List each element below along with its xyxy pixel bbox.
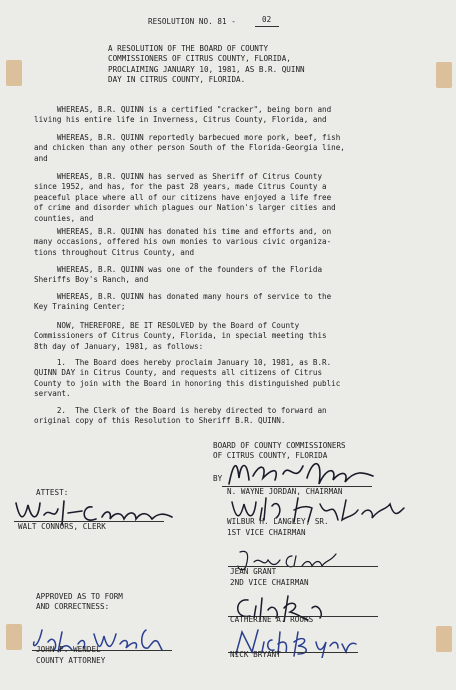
paragraph-whereas-service: WHEREAS, B.R. QUINN has donated many hours of service to the Key Training Center; bbox=[34, 292, 332, 312]
chairman-name: N. WAYNE JORDAN, CHAIRMAN bbox=[227, 487, 343, 496]
resolution-number: 02 bbox=[262, 15, 272, 24]
attorney-name: JOHN F. WENDEL bbox=[36, 645, 101, 654]
rooks-name: CATHERINE A. ROOKS bbox=[230, 615, 314, 624]
vice2-title: 2ND VICE CHAIRMAN bbox=[230, 578, 309, 587]
tape-mark-top-left bbox=[6, 60, 22, 86]
vice2-name: JEAN GRANT bbox=[230, 567, 277, 576]
resolution-number-underline bbox=[255, 26, 279, 27]
approved-as-to-form: APPROVED AS TO FORM AND CORRECTNESS: bbox=[36, 592, 123, 612]
paragraph-whereas-barbecue: WHEREAS, B.R. QUINN reportedly barbecued more pork, beef, fish and chicken than any other person South of the Florida-Georgia line, and bbox=[34, 133, 345, 163]
board-heading: BOARD OF COUNTY COMMISSIONERS OF CITRUS COUNTY, FLORIDA bbox=[213, 441, 346, 461]
tape-mark-bottom-right bbox=[436, 626, 452, 652]
vice1-name: WILBUR H. LANGLEY, SR. bbox=[227, 517, 329, 526]
bryant-name: NICK BRYANT bbox=[230, 650, 281, 659]
paragraph-whereas-donated-time: WHEREAS, B.R. QUINN has donated his time and efforts and, on many occasions, offered his own monies to various civic organiza- tions throughout Citrus County, and bbox=[34, 227, 332, 257]
vice1-title: 1ST VICE CHAIRMAN bbox=[227, 528, 306, 537]
chairman-signature bbox=[223, 454, 383, 488]
paragraph-resolved: NOW, THEREFORE, BE IT RESOLVED by the Board of County Commissioners of Citrus County, Florida, in special meeting this 8th day of January, 1981, as follows: bbox=[34, 321, 327, 351]
resolution-number-label: RESOLUTION NO. 81 - bbox=[148, 17, 236, 26]
paragraph-whereas-sheriff: WHEREAS, B.R. QUINN has served as Sheriff of Citrus County since 1952, and has, for the past 28 years, made Citrus County a peaceful place where all of our citizens have enjoyed a life free of crime and disorder which plagues our Nation's larger cities and counties, and bbox=[34, 172, 336, 223]
tape-mark-top-right bbox=[436, 62, 452, 88]
tape-mark-bottom-left bbox=[6, 624, 22, 650]
paragraph-whereas-founder: WHEREAS, B.R. QUINN was one of the founders of the Florida Sheriffs Boy's Ranch, and bbox=[34, 265, 323, 285]
paragraph-whereas-cracker: WHEREAS, B.R. QUINN is a certified "cracker", being born and living his entire life in Inverness, Citrus County, Florida, and bbox=[34, 105, 332, 125]
paragraph-item-2: 2. The Clerk of the Board is hereby directed to forward an original copy of this Resolution to Sheriff B.R. QUINN. bbox=[34, 406, 327, 426]
attorney-title: COUNTY ATTORNEY bbox=[36, 656, 106, 665]
by-label: BY bbox=[213, 474, 223, 483]
paragraph-item-1: 1. The Board does hereby proclaim January 10, 1981, as B.R. QUINN DAY in Citrus County, and requests all citizens of Citrus County to join with the Board in honoring this distinguished public servant. bbox=[34, 358, 341, 399]
attest-label: ATTEST: bbox=[36, 488, 69, 497]
clerk-name: WALT CONNORS, CLERK bbox=[18, 522, 106, 531]
resolution-title: A RESOLUTION OF THE BOARD OF COUNTY COMMISSIONERS OF CITRUS COUNTY, FLORIDA, PROCLAIMING JANUARY 10, 1981, AS B.R. QUINN DAY IN CITRUS COUNTY, FLORIDA. bbox=[108, 44, 305, 85]
